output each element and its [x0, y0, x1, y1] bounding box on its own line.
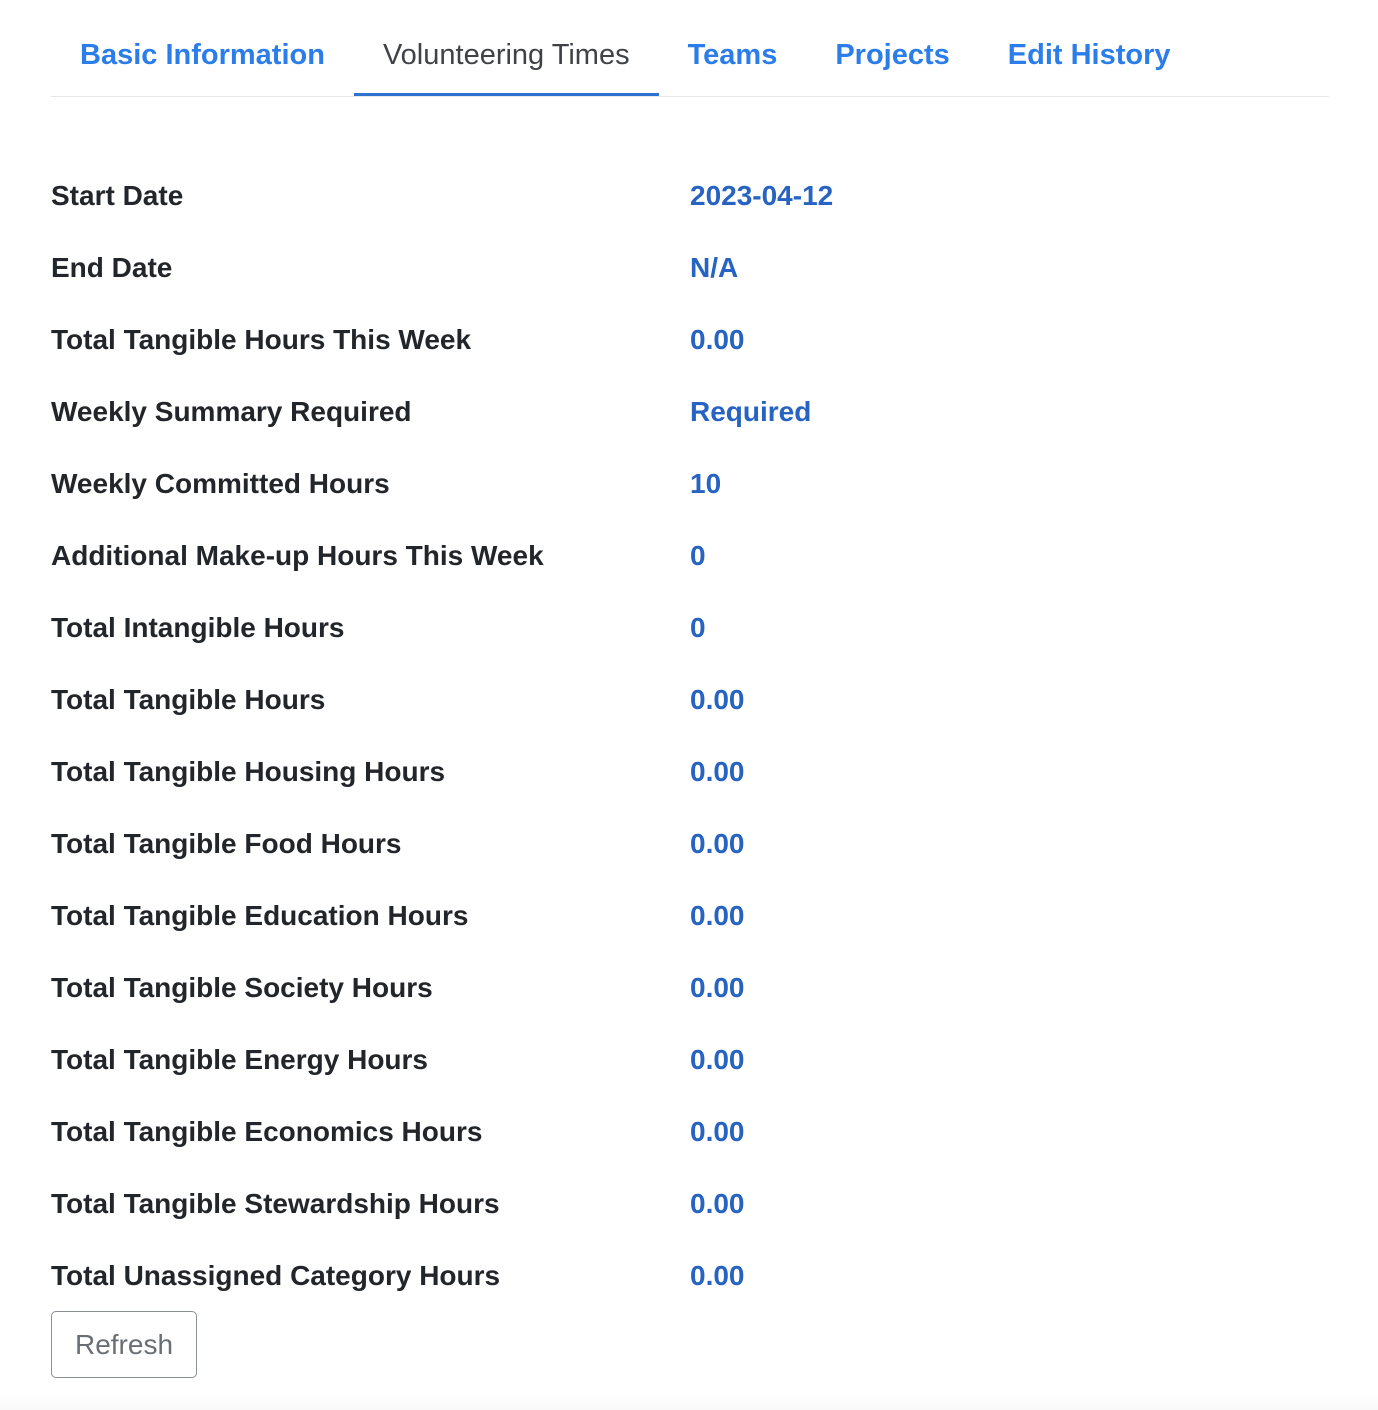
- volunteering-details: [51, 160, 1329, 1312]
- food-hours-value: 0.00: [690, 828, 745, 859]
- tangible-hours-label: Total Tangible Hours: [51, 684, 326, 715]
- economics-hours-label: Total Tangible Economics Hours: [51, 1116, 483, 1147]
- education-hours-label: Total Tangible Education Hours: [51, 900, 469, 931]
- tangible-hours-this-week-label: Total Tangible Hours This Week: [51, 324, 472, 355]
- detail-row-tangible-hours-this-week: [51, 304, 1329, 376]
- start-date-label: Start Date: [51, 180, 184, 211]
- tab-teams[interactable]: Teams: [687, 39, 778, 71]
- makeup-hours-value: 0: [690, 540, 706, 571]
- detail-row-weekly-committed-hours: [51, 448, 1329, 520]
- detail-row-stewardship-hours: [51, 1168, 1329, 1240]
- profile-tabs: [51, 20, 1329, 97]
- makeup-hours-label: Additional Make-up Hours This Week: [51, 540, 544, 571]
- detail-row-economics-hours: [51, 1096, 1329, 1168]
- end-date-value: N/A: [690, 252, 739, 283]
- society-hours-value: 0.00: [690, 972, 745, 1003]
- detail-row-intangible-hours: [51, 592, 1329, 664]
- food-hours-label: Total Tangible Food Hours: [51, 828, 402, 859]
- detail-row-makeup-hours: [51, 520, 1329, 592]
- detail-row-unassigned-hours: [51, 1240, 1329, 1312]
- unassigned-hours-value: 0.00: [690, 1260, 745, 1291]
- economics-hours-value: 0.00: [690, 1116, 745, 1147]
- housing-hours-label: Total Tangible Housing Hours: [51, 756, 446, 787]
- detail-row-food-hours: [51, 808, 1329, 880]
- intangible-hours-label: Total Intangible Hours: [51, 612, 345, 643]
- detail-row-weekly-summary-required: [51, 376, 1329, 448]
- intangible-hours-value: 0: [690, 612, 706, 643]
- tab-edit-history[interactable]: Edit History: [1007, 39, 1171, 71]
- detail-row-education-hours: [51, 880, 1329, 952]
- energy-hours-label: Total Tangible Energy Hours: [51, 1044, 429, 1075]
- end-date-label: End Date: [51, 252, 173, 283]
- detail-row-energy-hours: [51, 1024, 1329, 1096]
- energy-hours-value: 0.00: [690, 1044, 745, 1075]
- education-hours-value: 0.00: [690, 900, 745, 931]
- detail-row-society-hours: [51, 952, 1329, 1024]
- detail-row-tangible-hours: [51, 664, 1329, 736]
- weekly-summary-required-value: Required: [690, 396, 812, 427]
- tangible-hours-value: 0.00: [690, 684, 745, 715]
- tab-basic-information[interactable]: Basic Information: [80, 39, 325, 71]
- tab-volunteering-times[interactable]: Volunteering Times: [354, 20, 659, 96]
- housing-hours-value: 0.00: [690, 756, 745, 787]
- detail-row-start-date: [51, 160, 1329, 232]
- tangible-hours-this-week-value: 0.00: [690, 324, 745, 355]
- weekly-summary-required-label: Weekly Summary Required: [51, 396, 412, 427]
- refresh-button[interactable]: Refresh: [51, 1311, 197, 1378]
- society-hours-label: Total Tangible Society Hours: [51, 972, 433, 1003]
- detail-row-housing-hours: [51, 736, 1329, 808]
- bottom-shadow-divider: [0, 1392, 1378, 1410]
- weekly-committed-hours-label: Weekly Committed Hours: [51, 468, 390, 499]
- stewardship-hours-label: Total Tangible Stewardship Hours: [51, 1188, 500, 1219]
- tab-projects[interactable]: Projects: [835, 39, 950, 71]
- stewardship-hours-value: 0.00: [690, 1188, 745, 1219]
- unassigned-hours-label: Total Unassigned Category Hours: [51, 1260, 501, 1291]
- weekly-committed-hours-value: 10: [690, 468, 722, 499]
- start-date-value: 2023-04-12: [690, 180, 834, 211]
- detail-row-end-date: [51, 232, 1329, 304]
